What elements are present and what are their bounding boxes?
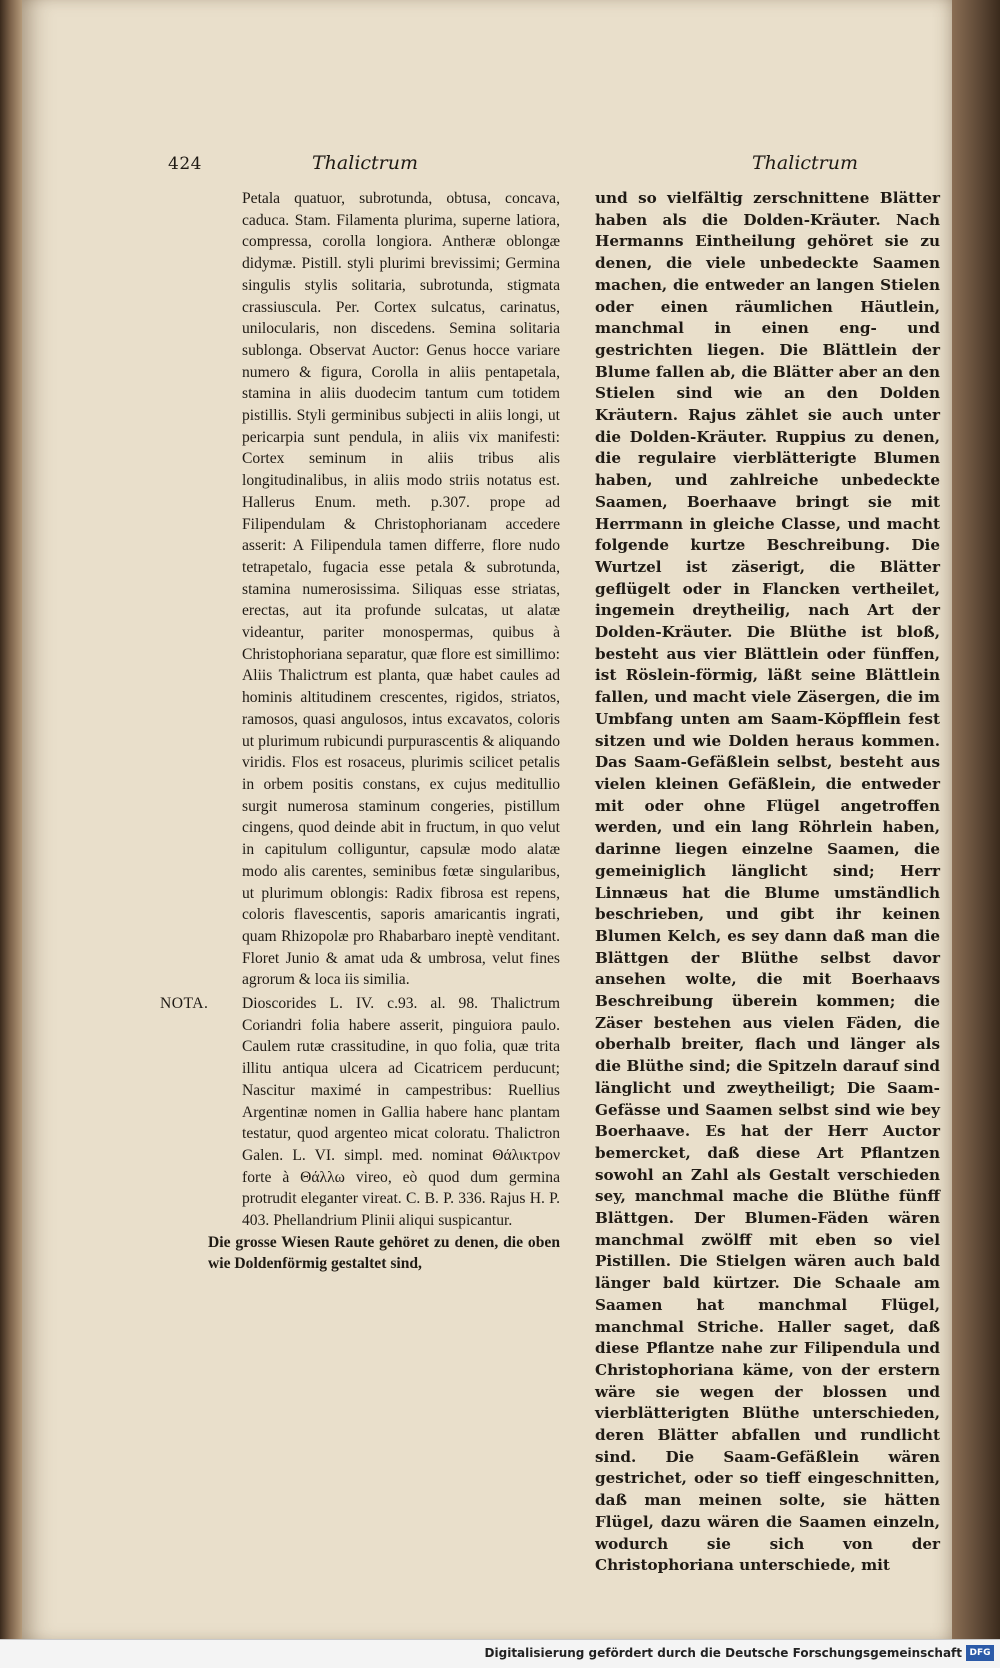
- nota-block: [160, 993, 560, 1232]
- latin-column: [160, 188, 560, 1275]
- running-head-left: Thalictrum: [312, 152, 419, 174]
- nota-text: Dioscorides L. IV. c.93. al. 98. Thalictrum Coriandri folia habere asserit, pinguiora paulo. Caulem rutæ crassitudine, in quo folia, quæ trita illitu antiqua ulcera ad Cicatricem perducunt; Nascitur maximé in campestribus: Ruellius Argentinæ nomen in Gallia habere hanc plantam testatur, quod argenteo micat coloratu. Thalictron Galen. L. VI. simpl. med. nominat Θάλικτρον forte à Θάλλω vireo, eò quod dum germina protrudit eleganter vireat. C. B. P. 336. Rajus H. P. 403. Phellandrium Plinii aliqui suspicantur.: [242, 995, 560, 1230]
- german-column: [595, 188, 940, 1577]
- scan-right-edge: [952, 0, 1000, 1668]
- nota-label: NOTA.: [160, 995, 209, 1013]
- scan-left-edge: [0, 0, 22, 1668]
- running-head-right: Thalictrum: [752, 152, 859, 174]
- dfg-logo-icon: DFG: [966, 1645, 994, 1661]
- book-page: [22, 0, 952, 1640]
- funding-credit: Digitalisierung gefördert durch die Deutsche Forschungsgemeinschaft: [484, 1646, 962, 1660]
- german-paragraph-start: Die grosse Wiesen Raute gehöret zu denen, die oben wie Doldenförmig gestaltet sind,: [208, 1233, 560, 1273]
- footer-bar: [0, 1639, 1000, 1668]
- page-number: 424: [168, 154, 202, 174]
- german-text: und so vielfältig zerschnittene Blätter haben als die Dolden-Kräuter. Nach Hermanns Eintheilung gehöret sie zu denen, die viele unbedeckte Saamen machen, die entweder an langen Stielen oder einen räumlichen Häutlein, manchmal in einen eng- und gestrichten liegen. Die Blättlein der Blume fallen ab, die Blätter aber an den Stielen sind wie an den Dolden Kräutern. Rajus zählet sie auch unter die Dolden-Kräuter. Ruppius zu denen, die regulaire vierblätterigte Blumen haben, und zahlreiche unbedeckte Saamen, Boerhaave bringt sie mit Herrmann in gleiche Classe, und macht folgende kurtze Beschreibung. Die Wurtzel ist zäserigt, die Blätter geflügelt oder in Flancken vertheilet, ingemein dreytheilig, nach Art der Dolden-Kräuter. Die Blüthe ist bloß, besteht aus vier Blättlein oder fünffen, ist Röslein-förmig, läßt seine Blättlein fallen, und macht viele Zäsergen, die im Umbfang unten am Saam-Köpfflein fest sitzen und wie Dolden heraus kommen. Das Saam-Gefäßlein selbst, besteht aus vielen kleinen Gefäßlein, die entweder mit oder ohne Flügel angetroffen werden, und ein lang Röhrlein haben, darinne liegen einzelne Saamen, die gemeiniglich länglicht sind; Herr Linnæus hat die Blume umständlich beschrieben, und gibt ihr keinen Blumen Kelch, es sey dann daß man die Blättgen der Blüthe selbst davor ansehen wolte, die mit Boerhaavs Beschreibung überein kommen; die Zäser bestehen aus vielen Fäden, die oberhalb breiter, flach und länger als die Blüthe sind; die Spitzeln darauf sind länglicht und zweytheiligt; Die Saam-Gefässe und Saamen selbst sind wie bey Boerhaave. Es hat der Herr Auctor bemercket, daß diese Art Pflantzen sowohl an Zahl als Gestalt verschieden sey, manchmal mache die Blüthe fünff Blättgen. Der Blumen-Fäden wären manchmal zwölff mit eben so viel Pistillen. Die Stielgen wären auch bald länger bald kürtzer. Die Schaale am Saamen hat manchmal Flügel, manchmal Striche. Haller saget, daß diese Pflantze nahe zur Filipendula und Christophoriana käme, von der erstern wäre sie wegen der blossen und vierblätterigten Blüthe unterschieden, deren Blätter abfallen und rundlicht sind. Die Saam-Gefäßlein wären gestrichet, oder so tieff eingeschnitten, daß man meinen solte, sie hätten Flügel, dazu wären die Saamen einzeln, wodurch sie sich von der Christophoriana unterschiede, mit: [595, 189, 940, 1575]
- page-header: [22, 150, 952, 180]
- latin-description: Petala quatuor, subrotunda, obtusa, concava, caduca. Stam. Filamenta plurima, superne latiora, compressa, corolla longiora. Antheræ oblongæ didymæ. Pistill. styli plurimi brevissimi; Germina singulis stylis solitaria, subrotunda, stigmata crassiuscula. Per. Cortex sulcatus, carinatus, unilocularis, non discedens. Semina solitaria sublonga. Observat Auctor: Genus hocce variare numero & figura, Corolla in aliis pentapetala, stamina in aliis duodecim tantum cum totidem pistillis. Styli germinibus subjecti in aliis longi, ut pericarpia sunt pendula, in aliis vix manifesti: Cortex seminum in aliis tribus alis longitudinalibus, in aliis modo striis notatus est. Hallerus Enum. meth. p.307. prope ad Filipendulam & Christophorianam accedere asserit: A Filipendula tamen differre, flore nudo tetrapetalo, fugacia esse petala & subrotunda, stamina numerosissima. Siliquas esse striatas, erectas, aut ita profunde sulcatas, ut alatæ videantur, pariter monospermas, quibus à Christophoriana separatur, quæ flore est simillimo: Aliis Thalictrum est planta, quæ habet caules ad hominis altitudinem crescentes, rigidos, striatos, ramosos, quasi angulosos, intus excavatos, coloris ut plurimum rubicundi purpurascentis & aliquando viridis. Flos est rosaceus, plurimis scilicet petalis in orbem positis constans, ex cujus meditullio surgit numerosa staminum congeries, pistillum cingens, quod deinde abit in fructum, in quo velut in capitulum colliguntur, capsulæ modo alatæ modo alis carentes, seminibus fœtæ singularibus, ut plurimum oblongis: Radix fibrosa est repens, coloris flavescentis, saporis amaricantis ingrati, quam Rhizopolæ pro Rhabarbaro ineptè venditant. Floret Junio & amat uda & umbrosa, velut fines agrorum & loca iis similia.: [242, 190, 560, 989]
